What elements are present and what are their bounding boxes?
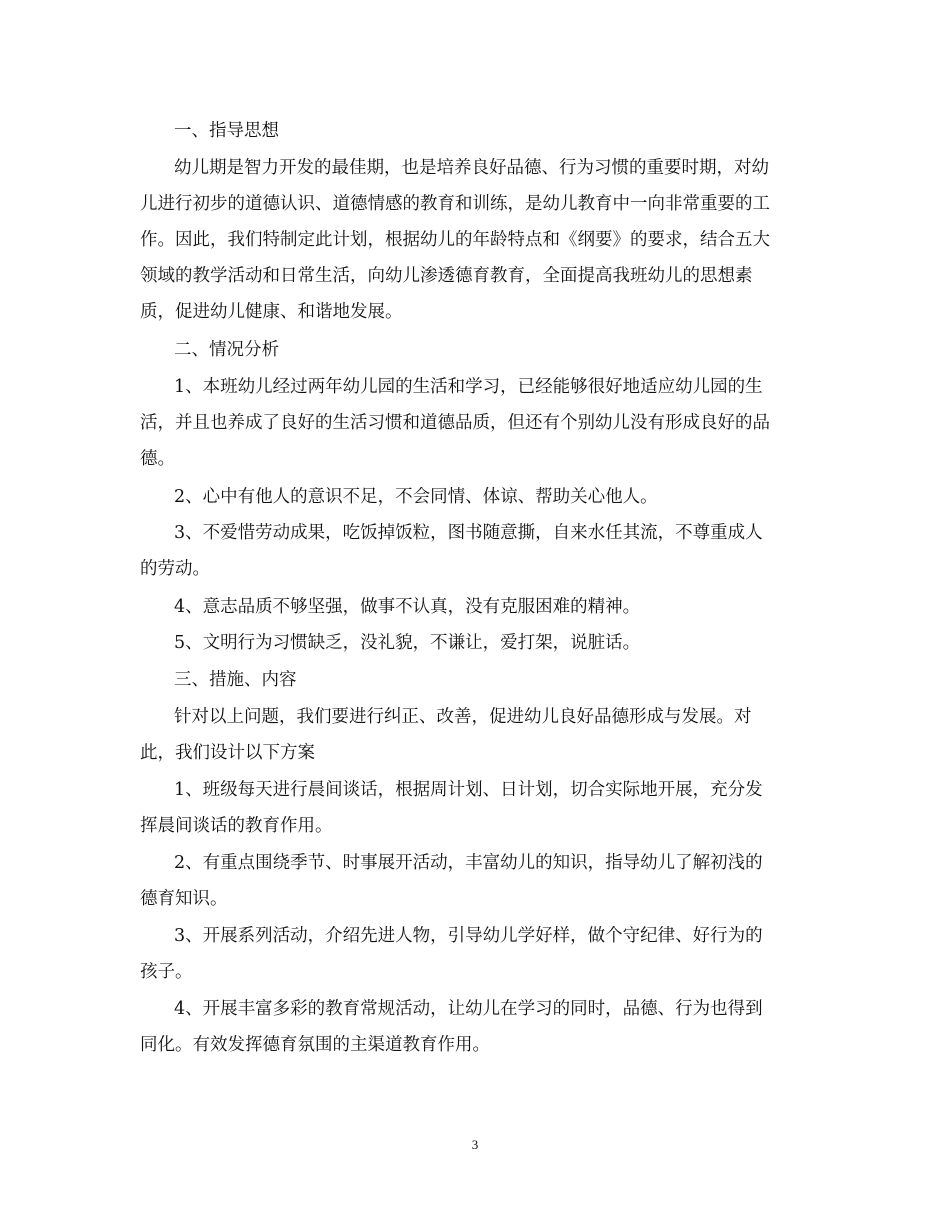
heading-measures-content: 三、措施、内容 xyxy=(174,670,297,690)
text-line: 的劳动。 xyxy=(140,559,210,579)
text-line: 2、有重点围绕季节、时事展开活动，丰富幼儿的知识，指导幼儿了解初浅的 xyxy=(174,853,763,873)
text-line: 3、开展系列活动，介绍先进人物，引导幼儿学好样，做个守纪律、好行为的 xyxy=(174,926,763,946)
text-line: 德育知识。 xyxy=(140,889,228,909)
text-line: 4、开展丰富多彩的教育常规活动，让幼儿在学习的同时，品德、行为也得到 xyxy=(174,999,763,1019)
text-line: 同化。有效发挥德育氛围的主渠道教育作用。 xyxy=(140,1035,490,1055)
text-line: 3、不爱惜劳动成果，吃饭掉饭粒，图书随意撕，自来水任其流，不尊重成人 xyxy=(174,523,763,543)
text-line: 5、文明行为习惯缺乏，没礼貌，不谦让，爱打架，说脏话。 xyxy=(174,633,641,653)
text-line: 1、班级每天进行晨间谈话，根据周计划、日计划，切合实际地开展，充分发 xyxy=(174,780,763,800)
text-line: 挥晨间谈话的教育作用。 xyxy=(140,816,333,836)
text-line: 作。因此，我们特制定此计划，根据幼儿的年龄特点和《纲要》的要求，结合五大 xyxy=(140,230,770,250)
text-line: 质，促进幼儿健康、和谐地发展。 xyxy=(140,302,403,322)
text-line: 孩子。 xyxy=(140,962,193,982)
text-line: 4、意志品质不够坚强，做事不认真，没有克服困难的精神。 xyxy=(174,597,641,617)
text-line: 领域的教学活动和日常生活，向幼儿渗透德育教育，全面提高我班幼儿的思想素 xyxy=(140,266,753,286)
heading-situation-analysis: 二、情况分析 xyxy=(174,340,279,360)
text-line: 针对以上问题，我们要进行纠正、改善，促进幼儿良好品德形成与发展。对 xyxy=(174,707,752,727)
text-line: 1、本班幼儿经过两年幼儿园的生活和学习，已经能够很好地适应幼儿园的生 xyxy=(174,377,763,397)
text-line: 活，并且也养成了良好的生活习惯和道德品质，但还有个别幼儿没有形成良好的品 xyxy=(140,413,770,433)
text-line: 2、心中有他人的意识不足，不会同情、体谅、帮助关心他人。 xyxy=(174,487,658,507)
text-line: 此，我们设计以下方案 xyxy=(140,743,315,763)
text-line: 德。 xyxy=(140,449,175,469)
page-number: 3 xyxy=(471,1137,479,1152)
text-line: 儿进行初步的道德认识、道德情感的教育和训练，是幼儿教育中一向非常重要的工 xyxy=(140,194,770,214)
heading-guiding-thought: 一、指导思想 xyxy=(174,121,279,141)
text-line: 幼儿期是智力开发的最佳期，也是培养良好品德、行为习惯的重要时期，对幼 xyxy=(174,158,769,178)
